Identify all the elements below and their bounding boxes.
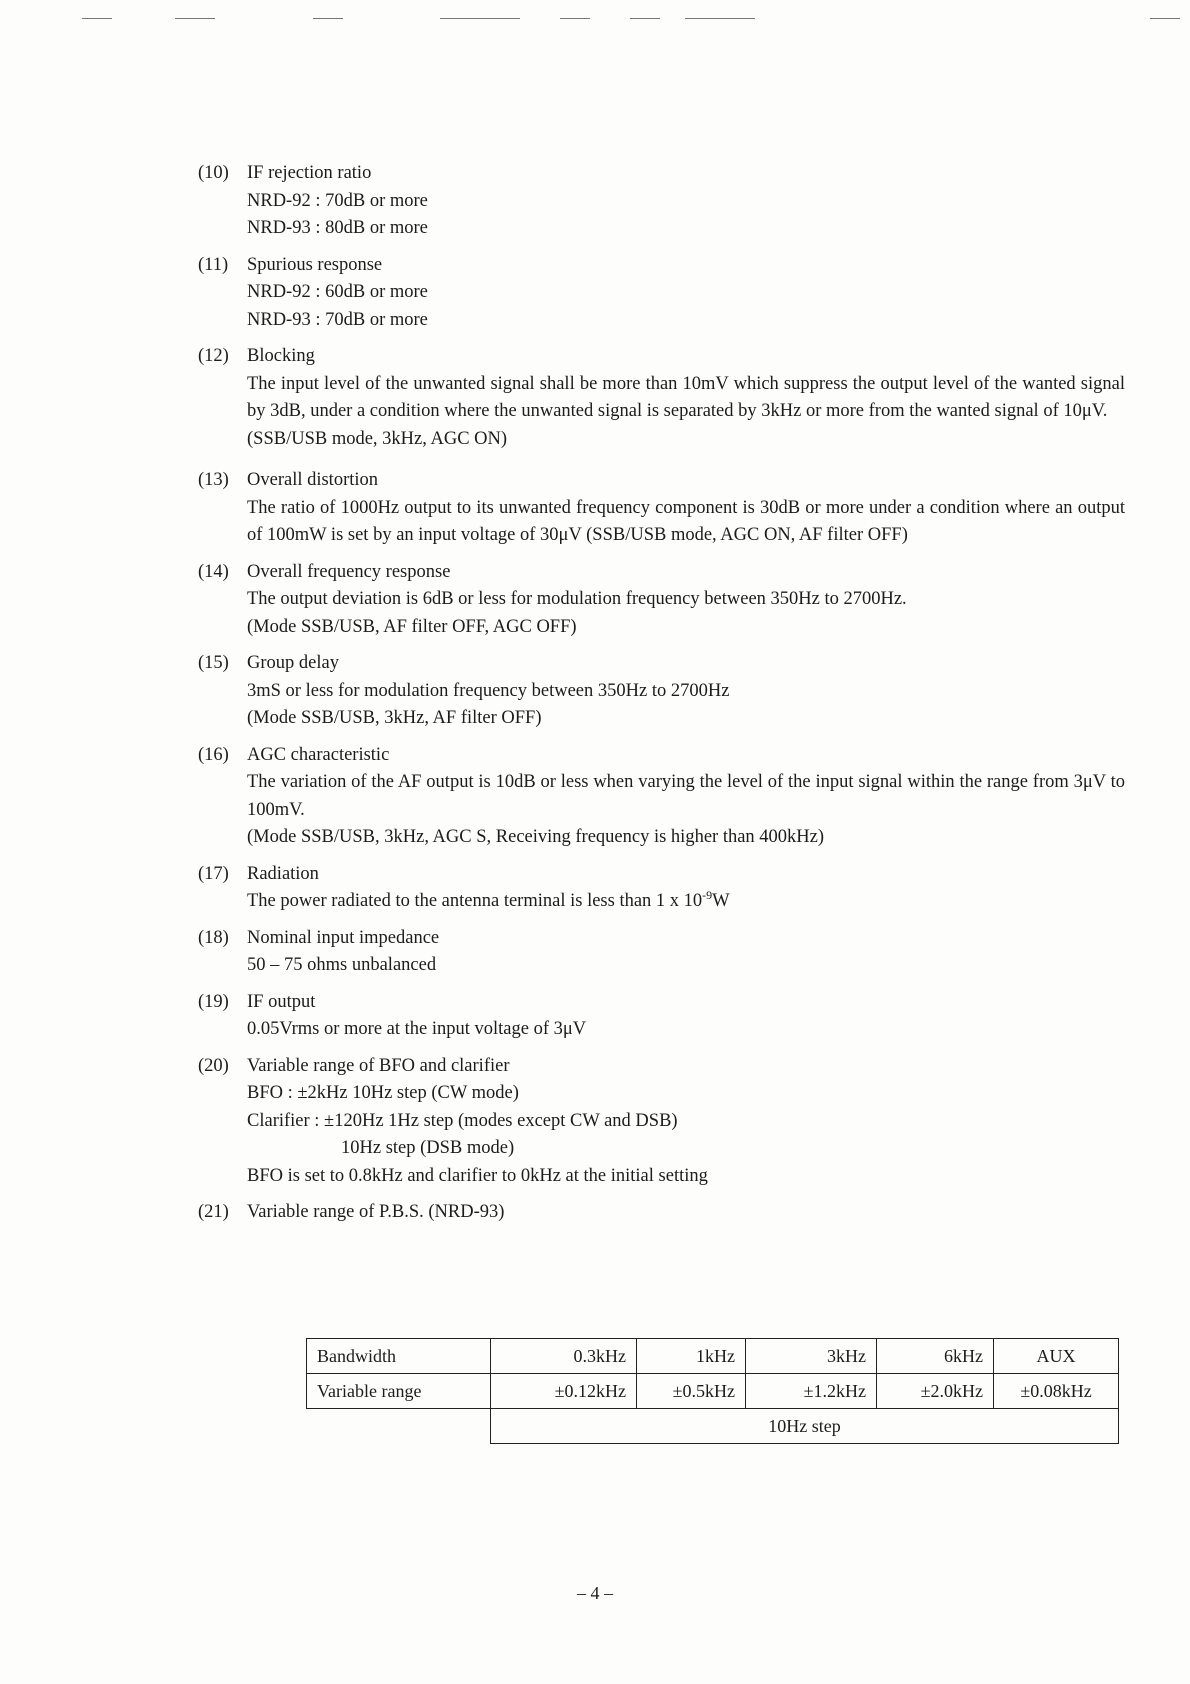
table-cell: 1kHz [637, 1339, 746, 1374]
item-title: IF rejection ratio [247, 163, 372, 183]
table-cell: ±0.12kHz [491, 1374, 637, 1409]
pbs-table [306, 1338, 1119, 1444]
table-row [307, 1409, 1119, 1444]
spec-line: (Mode SSB/USB, 3kHz, AGC S, Receiving frequency is higher than 400kHz) [247, 827, 825, 847]
item-title: Blocking [247, 346, 315, 366]
table-cell: 0.3kHz [491, 1339, 637, 1374]
table-cell: ±1.2kHz [746, 1374, 877, 1409]
spec-line: (Mode SSB/USB, AF filter OFF, AGC OFF) [247, 616, 577, 637]
spec-item-19: (19) IF output 0.05Vrms or more at the input voltage of 3μV [247, 989, 1125, 1044]
spec-item-20: (20) Variable range of BFO and clarifier BFO : ±2kHz 10Hz step (CW mode) Clarifier : ±120Hz 1Hz step (modes except CW and DSB) 10Hz step (DSB mode) BFO is set to 0.8kHz and clarifier to 0kHz at the initial setting [247, 1053, 1125, 1191]
item-title: Variable range of BFO and clarifier [247, 1055, 510, 1076]
item-title: Radiation [247, 863, 319, 884]
item-title: Overall frequency response [247, 561, 451, 582]
spec-line: 3mS or less for modulation frequency between 350Hz to 2700Hz [247, 680, 730, 701]
table-cell: 6kHz [877, 1339, 994, 1374]
spec-line: (SSB/USB mode, 3kHz, AGC ON) [247, 428, 508, 449]
spec-body: The input level of the unwanted signal shall be more than 10mV which suppress the output level of the wanted signal by 3dB, under a condition where the unwanted signal is separated by 3kHz or more from the wanted signal of 10μV. [247, 373, 1125, 421]
table-row [307, 1339, 1119, 1374]
spec-line: NRD-93 : 70dB or more [247, 309, 428, 330]
spec-item-21: (21) Variable range of P.B.S. (NRD-93) [247, 1199, 1125, 1227]
spec-item-16: (16) AGC characteristic The variation of the AF output is 10dB or less when varying the level of the input signal within the range from 3μV to 100mV. (Mode SSB/USB, 3kHz, AGC S, Receiving frequency is higher than 400kHz) [247, 742, 1125, 852]
spec-line: BFO is set to 0.8kHz and clarifier to 0kHz at the initial setting [247, 1165, 708, 1186]
spec-item-13: (13) Overall distortion The ratio of 1000Hz output to its unwanted frequency component is 30dB or more under a condition where an output of 100mW is set by an input voltage of 30μV (SSB/USB mode, AGC ON, AF filter OFF) [247, 467, 1125, 550]
table-cell: Bandwidth [307, 1339, 491, 1374]
table-cell: ±0.5kHz [637, 1374, 746, 1409]
spec-line: The power radiated to the antenna terminal is less than 1 x $10^{-9}W$ [247, 888, 730, 911]
spec-item-14: (14) Overall frequency response The output deviation is 6dB or less for modulation frequency between 350Hz to 2700Hz. (Mode SSB/USB, AF filter OFF, AGC OFF) [247, 559, 1125, 642]
spec-item-18: (18) Nominal input impedance 50 – 75 ohms unbalanced [247, 925, 1125, 980]
item-title: Variable range of P.B.S. (NRD-93) [247, 1202, 505, 1222]
spec-item-17: (17) Radiation The power radiated to the antenna terminal is less than 1 x $10^{-9}W$ [247, 861, 1125, 916]
spec-line: BFO : ±2kHz 10Hz step (CW mode) [247, 1083, 519, 1103]
spec-line: Clarifier : ±120Hz 1Hz step (modes except CW and DSB) [247, 1110, 678, 1131]
spec-line: 10Hz step (DSB mode) [341, 1138, 515, 1158]
item-title: AGC characteristic [247, 744, 390, 765]
table-cell: 3kHz [746, 1339, 877, 1374]
item-title: Nominal input impedance [247, 927, 440, 948]
spec-line: The output deviation is 6dB or less for modulation frequency between 350Hz to 2700Hz. [247, 589, 907, 609]
spec-line: (Mode SSB/USB, 3kHz, AF filter OFF) [247, 708, 542, 728]
item-title: Spurious response [247, 254, 383, 275]
table-cell: AUX [994, 1339, 1119, 1374]
table-cell: ±0.08kHz [994, 1374, 1119, 1409]
table-row [307, 1374, 1119, 1409]
spec-item-11: (11) Spurious response NRD-92 : 60dB or more NRD-93 : 70dB or more [247, 252, 1125, 335]
spec-line: 0.05Vrms or more at the input voltage of 3μV [247, 1019, 587, 1039]
spec-line: NRD-92 : 60dB or more [247, 282, 428, 302]
spec-item-15: (15) Group delay 3mS or less for modulation frequency between 350Hz to 2700Hz (Mode SSB/USB, 3kHz, AF filter OFF) [247, 650, 1125, 733]
spec-line: 50 – 75 ohms unbalanced [247, 955, 437, 975]
spec-item-10: (10) IF rejection ratio NRD-92 : 70dB or more NRD-93 : 80dB or more [247, 160, 1125, 243]
table-cell: ±2.0kHz [877, 1374, 994, 1409]
item-title: IF output [247, 991, 316, 1012]
table-cell-empty [307, 1409, 491, 1444]
spec-list [198, 160, 1125, 1236]
spec-body: The ratio of 1000Hz output to its unwanted frequency component is 30dB or more under a condition where an output of 100mW is set by an input voltage of 30μV (SSB/USB mode, AGC ON, AF filter OFF) [247, 497, 1125, 545]
item-title: Overall distortion [247, 470, 379, 490]
spec-line: NRD-93 : 80dB or more [247, 218, 428, 238]
spec-body: The variation of the AF output is 10dB or less when varying the level of the input signal within the range from 3μV to 100mV. [247, 772, 1125, 820]
page-number: – 4 – [577, 1583, 613, 1603]
table-cell: Variable range [307, 1374, 491, 1409]
spec-item-12: (12) Blocking The input level of the unwanted signal shall be more than 10mV which suppress the output level of the wanted signal by 3dB, under a condition where the unwanted signal is separated by 3kHz or more from the wanted signal of 10μV. (SSB/USB mode, 3kHz, AGC ON) [247, 343, 1125, 453]
table-cell: 10Hz step [491, 1409, 1119, 1444]
item-title: Group delay [247, 653, 339, 673]
spec-line: NRD-92 : 70dB or more [247, 190, 428, 211]
